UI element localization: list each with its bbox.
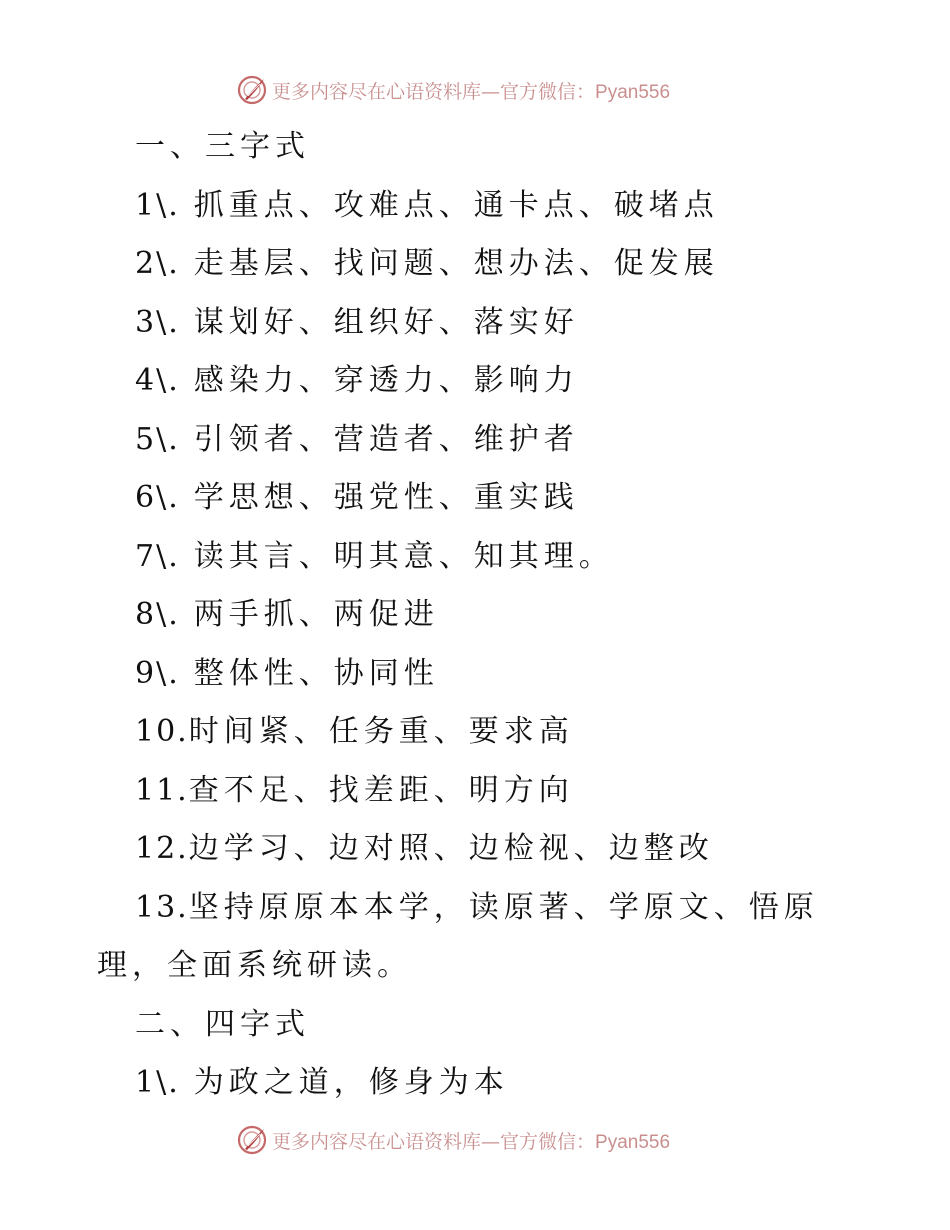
- list-item: 7\. 读其言、明其意、知其理。: [135, 538, 614, 574]
- watermark-text: 更多内容尽在心语资料库—官方微信：Pyan556: [272, 80, 671, 103]
- list-item: 8\. 两手抓、两促进: [135, 597, 439, 632]
- list-item: 13.坚持原原本本学，读原著、学原文、悟原: [135, 889, 819, 925]
- list-item: 1\. 为政之道，修身为本: [135, 1065, 509, 1100]
- list-item: 4\. 感染力、穿透力、影响力: [135, 363, 579, 398]
- watermark-text: 更多内容尽在心语资料库—官方微信：Pyan556: [272, 1130, 671, 1153]
- footer-watermark: [236, 1122, 670, 1158]
- list-item: 11.查不足、找差距、明方向: [135, 772, 574, 808]
- list-item: 6\. 学思想、强党性、重实践: [135, 480, 579, 515]
- document-body: [97, 118, 837, 1113]
- quill-logo-icon: [236, 74, 268, 106]
- list-item: 1\. 抓重点、攻难点、通卡点、破堵点: [135, 187, 719, 223]
- quill-logo-icon: [236, 1124, 268, 1156]
- section-heading: 二、四字式: [135, 1006, 310, 1042]
- list-item: 2\. 走基层、找问题、想办法、促发展: [135, 246, 719, 281]
- list-item-continuation: 理，全面系统研读。: [97, 948, 412, 983]
- list-item: 5\. 引领者、营造者、维护者: [135, 421, 579, 457]
- header-watermark: [236, 72, 670, 108]
- section-heading: 一、三字式: [135, 129, 310, 164]
- list-item: 9\. 整体性、协同性: [135, 655, 439, 691]
- list-item: 12.边学习、边对照、边检视、边整改: [135, 831, 714, 866]
- list-item: 3\. 谋划好、组织好、落实好: [135, 304, 579, 340]
- list-item: 10.时间紧、任务重、要求高: [135, 714, 574, 749]
